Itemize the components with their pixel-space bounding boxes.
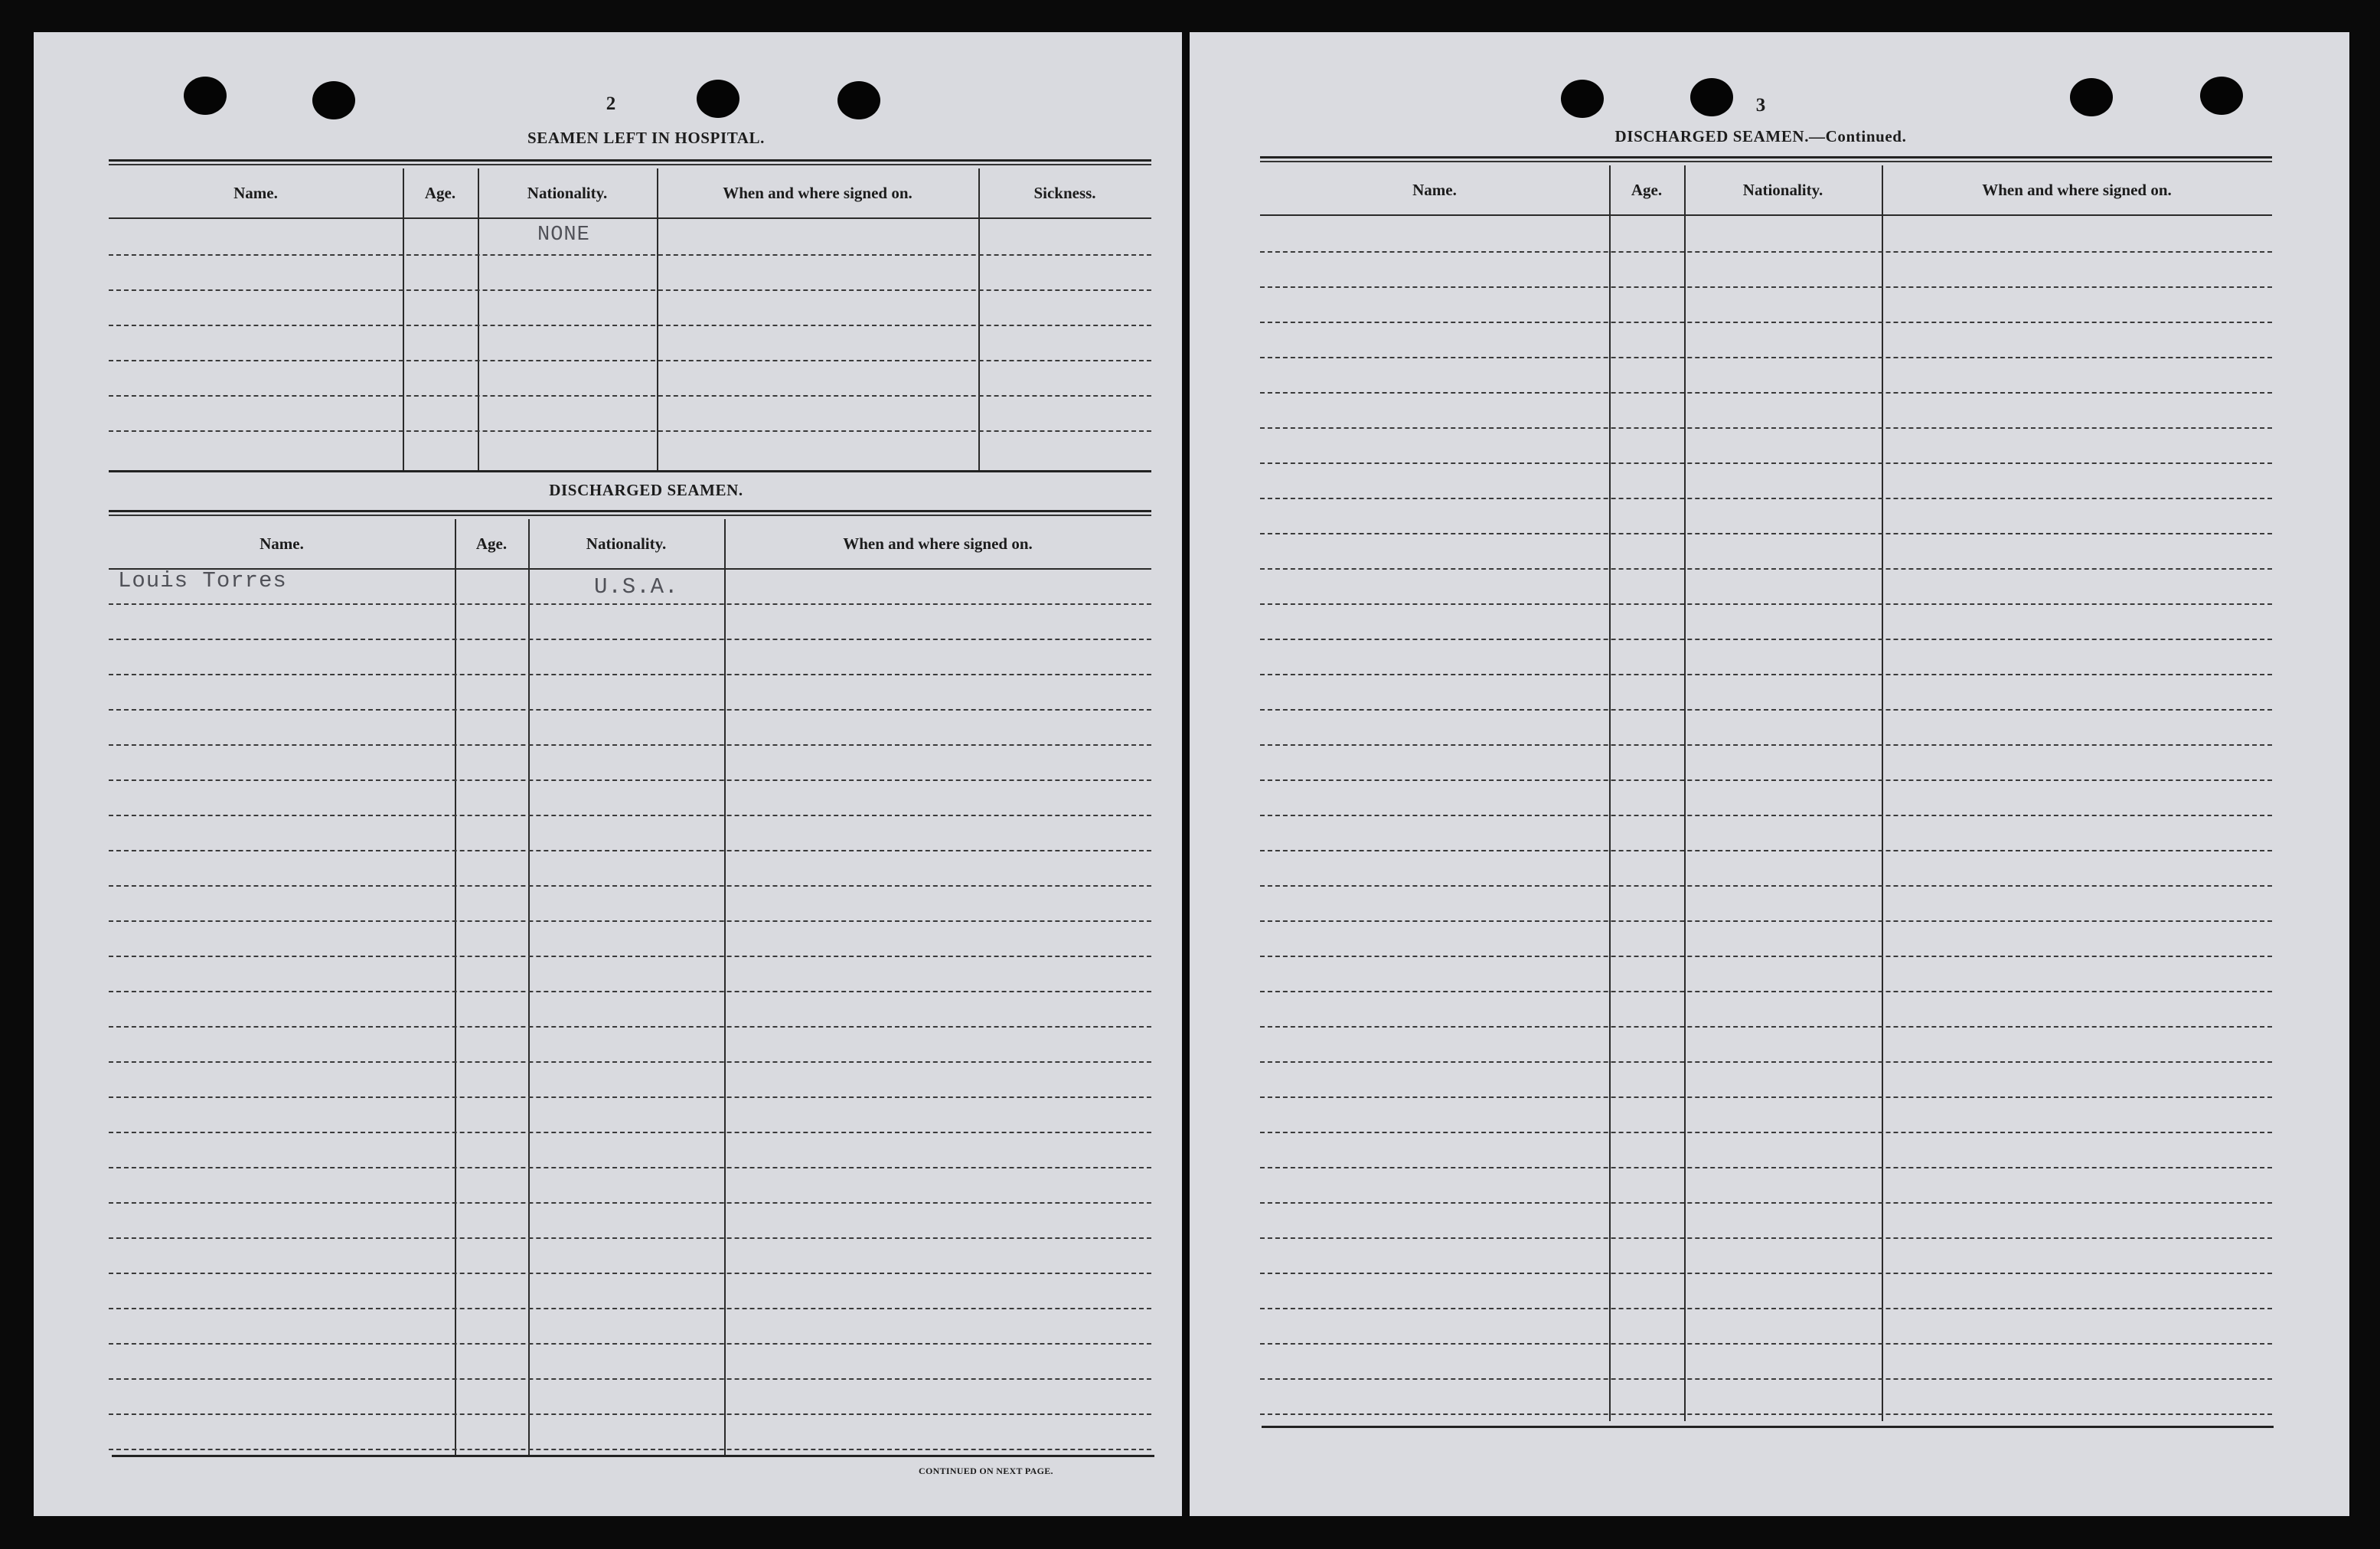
row-line — [1260, 744, 2272, 746]
punch-hole — [2200, 77, 2243, 115]
punch-hole — [1690, 78, 1733, 116]
column-divider — [978, 168, 980, 470]
column-divider — [1609, 165, 1611, 1421]
row-line — [1260, 1167, 2272, 1168]
row-line — [109, 1413, 1151, 1415]
row-line — [1260, 709, 2272, 711]
row-line — [1260, 1132, 2272, 1133]
row-line — [109, 885, 1151, 887]
column-divider — [724, 519, 726, 1455]
column-divider — [478, 168, 479, 470]
row-line — [109, 1061, 1151, 1063]
discharged-table — [109, 519, 1151, 1455]
row-line — [1260, 815, 2272, 816]
row-line — [1260, 427, 2272, 429]
row-line — [109, 1026, 1151, 1028]
row-line — [109, 674, 1151, 675]
row-line — [109, 1273, 1151, 1274]
column-header-name: Name. — [1412, 181, 1457, 199]
hospital-table — [109, 168, 1151, 470]
row-line — [109, 1096, 1151, 1098]
row-line — [1260, 1273, 2272, 1274]
punch-hole — [837, 81, 880, 119]
row-line — [109, 779, 1151, 781]
page-number: 2 — [606, 93, 616, 114]
column-header-sickness: Sickness. — [1033, 184, 1096, 202]
continued-note: CONTINUED ON NEXT PAGE. — [919, 1466, 1053, 1476]
row-line — [109, 956, 1151, 957]
section-rule — [109, 470, 1151, 472]
column-header-age: Age. — [475, 534, 508, 553]
column-header-nationality: Nationality. — [586, 534, 667, 553]
row-line — [1260, 286, 2272, 288]
row-line — [1260, 251, 2272, 253]
column-header-signed-on: When and where signed on. — [843, 534, 1033, 553]
column-header-name: Name. — [260, 534, 304, 553]
punch-hole — [697, 80, 739, 118]
header-rule — [1260, 214, 2272, 216]
row-line — [109, 325, 1151, 326]
row-line — [1260, 357, 2272, 358]
row-line — [109, 603, 1151, 605]
column-divider — [1684, 165, 1686, 1421]
punch-hole — [1561, 80, 1604, 118]
row-line — [1260, 462, 2272, 464]
row-line — [1260, 1413, 2272, 1415]
row-line — [109, 709, 1151, 711]
row-line — [109, 991, 1151, 992]
row-line — [1260, 779, 2272, 781]
row-line — [109, 639, 1151, 640]
column-divider — [657, 168, 658, 470]
column-divider — [455, 519, 456, 1455]
row-line — [109, 1378, 1151, 1380]
double-rule — [109, 510, 1151, 516]
punch-hole — [2070, 78, 2113, 116]
left-page — [34, 32, 1182, 1516]
punch-hole — [312, 81, 355, 119]
row-line — [1260, 1096, 2272, 1098]
column-header-age: Age. — [1631, 181, 1663, 199]
row-line — [1260, 322, 2272, 323]
row-line — [1260, 850, 2272, 851]
row-line — [1260, 1378, 2272, 1380]
row-line — [1260, 1343, 2272, 1345]
row-line — [1260, 956, 2272, 957]
bottom-rule — [112, 1455, 1154, 1457]
column-divider — [528, 519, 530, 1455]
discharged-section-heading: DISCHARGED SEAMEN. — [549, 481, 743, 499]
row-line — [109, 1308, 1151, 1309]
row-line — [1260, 1237, 2272, 1239]
double-rule — [1260, 156, 2272, 162]
column-header-signed-on: When and where signed on. — [1982, 181, 2172, 199]
row-line — [109, 289, 1151, 291]
hospital-entry-none: NONE — [537, 224, 590, 247]
column-header-age: Age. — [424, 184, 456, 202]
row-line — [1260, 991, 2272, 992]
row-line — [109, 360, 1151, 361]
column-header-name: Name. — [233, 184, 278, 202]
column-divider — [1882, 165, 1883, 1421]
row-line — [109, 1167, 1151, 1168]
row-line — [1260, 392, 2272, 394]
row-line — [109, 815, 1151, 816]
row-line — [109, 430, 1151, 432]
header-rule — [109, 217, 1151, 219]
column-header-signed-on: When and where signed on. — [723, 184, 912, 202]
row-line — [109, 1237, 1151, 1239]
double-rule — [109, 159, 1151, 165]
column-header-nationality: Nationality. — [1742, 181, 1823, 199]
row-line — [109, 1343, 1151, 1345]
row-line — [1260, 1026, 2272, 1028]
row-line — [1260, 639, 2272, 640]
row-line — [1260, 1202, 2272, 1204]
seaman-nationality: U.S.A. — [594, 574, 679, 600]
row-line — [109, 920, 1151, 922]
row-line — [1260, 920, 2272, 922]
bottom-rule — [1262, 1426, 2274, 1428]
row-line — [1260, 533, 2272, 534]
row-line — [109, 1202, 1151, 1204]
column-header-nationality: Nationality. — [527, 184, 608, 202]
row-line — [1260, 885, 2272, 887]
row-line — [109, 744, 1151, 746]
continued-section-heading: DISCHARGED SEAMEN.—Continued. — [1614, 127, 1907, 145]
row-line — [109, 1449, 1151, 1450]
row-line — [1260, 1308, 2272, 1309]
row-line — [109, 254, 1151, 256]
row-line — [109, 850, 1151, 851]
row-line — [109, 1132, 1151, 1133]
page-number: 3 — [1755, 95, 1766, 116]
row-line — [1260, 1061, 2272, 1063]
column-divider — [403, 168, 404, 470]
hospital-section-heading: SEAMEN LEFT IN HOSPITAL. — [527, 129, 766, 147]
seaman-name: Louis Torres — [118, 568, 287, 593]
row-line — [1260, 498, 2272, 499]
discharged-continued-table — [1260, 165, 2272, 1421]
punch-hole — [184, 77, 227, 115]
row-line — [1260, 568, 2272, 570]
right-page — [1190, 32, 2349, 1516]
row-line — [1260, 674, 2272, 675]
row-line — [109, 395, 1151, 397]
row-line — [1260, 603, 2272, 605]
